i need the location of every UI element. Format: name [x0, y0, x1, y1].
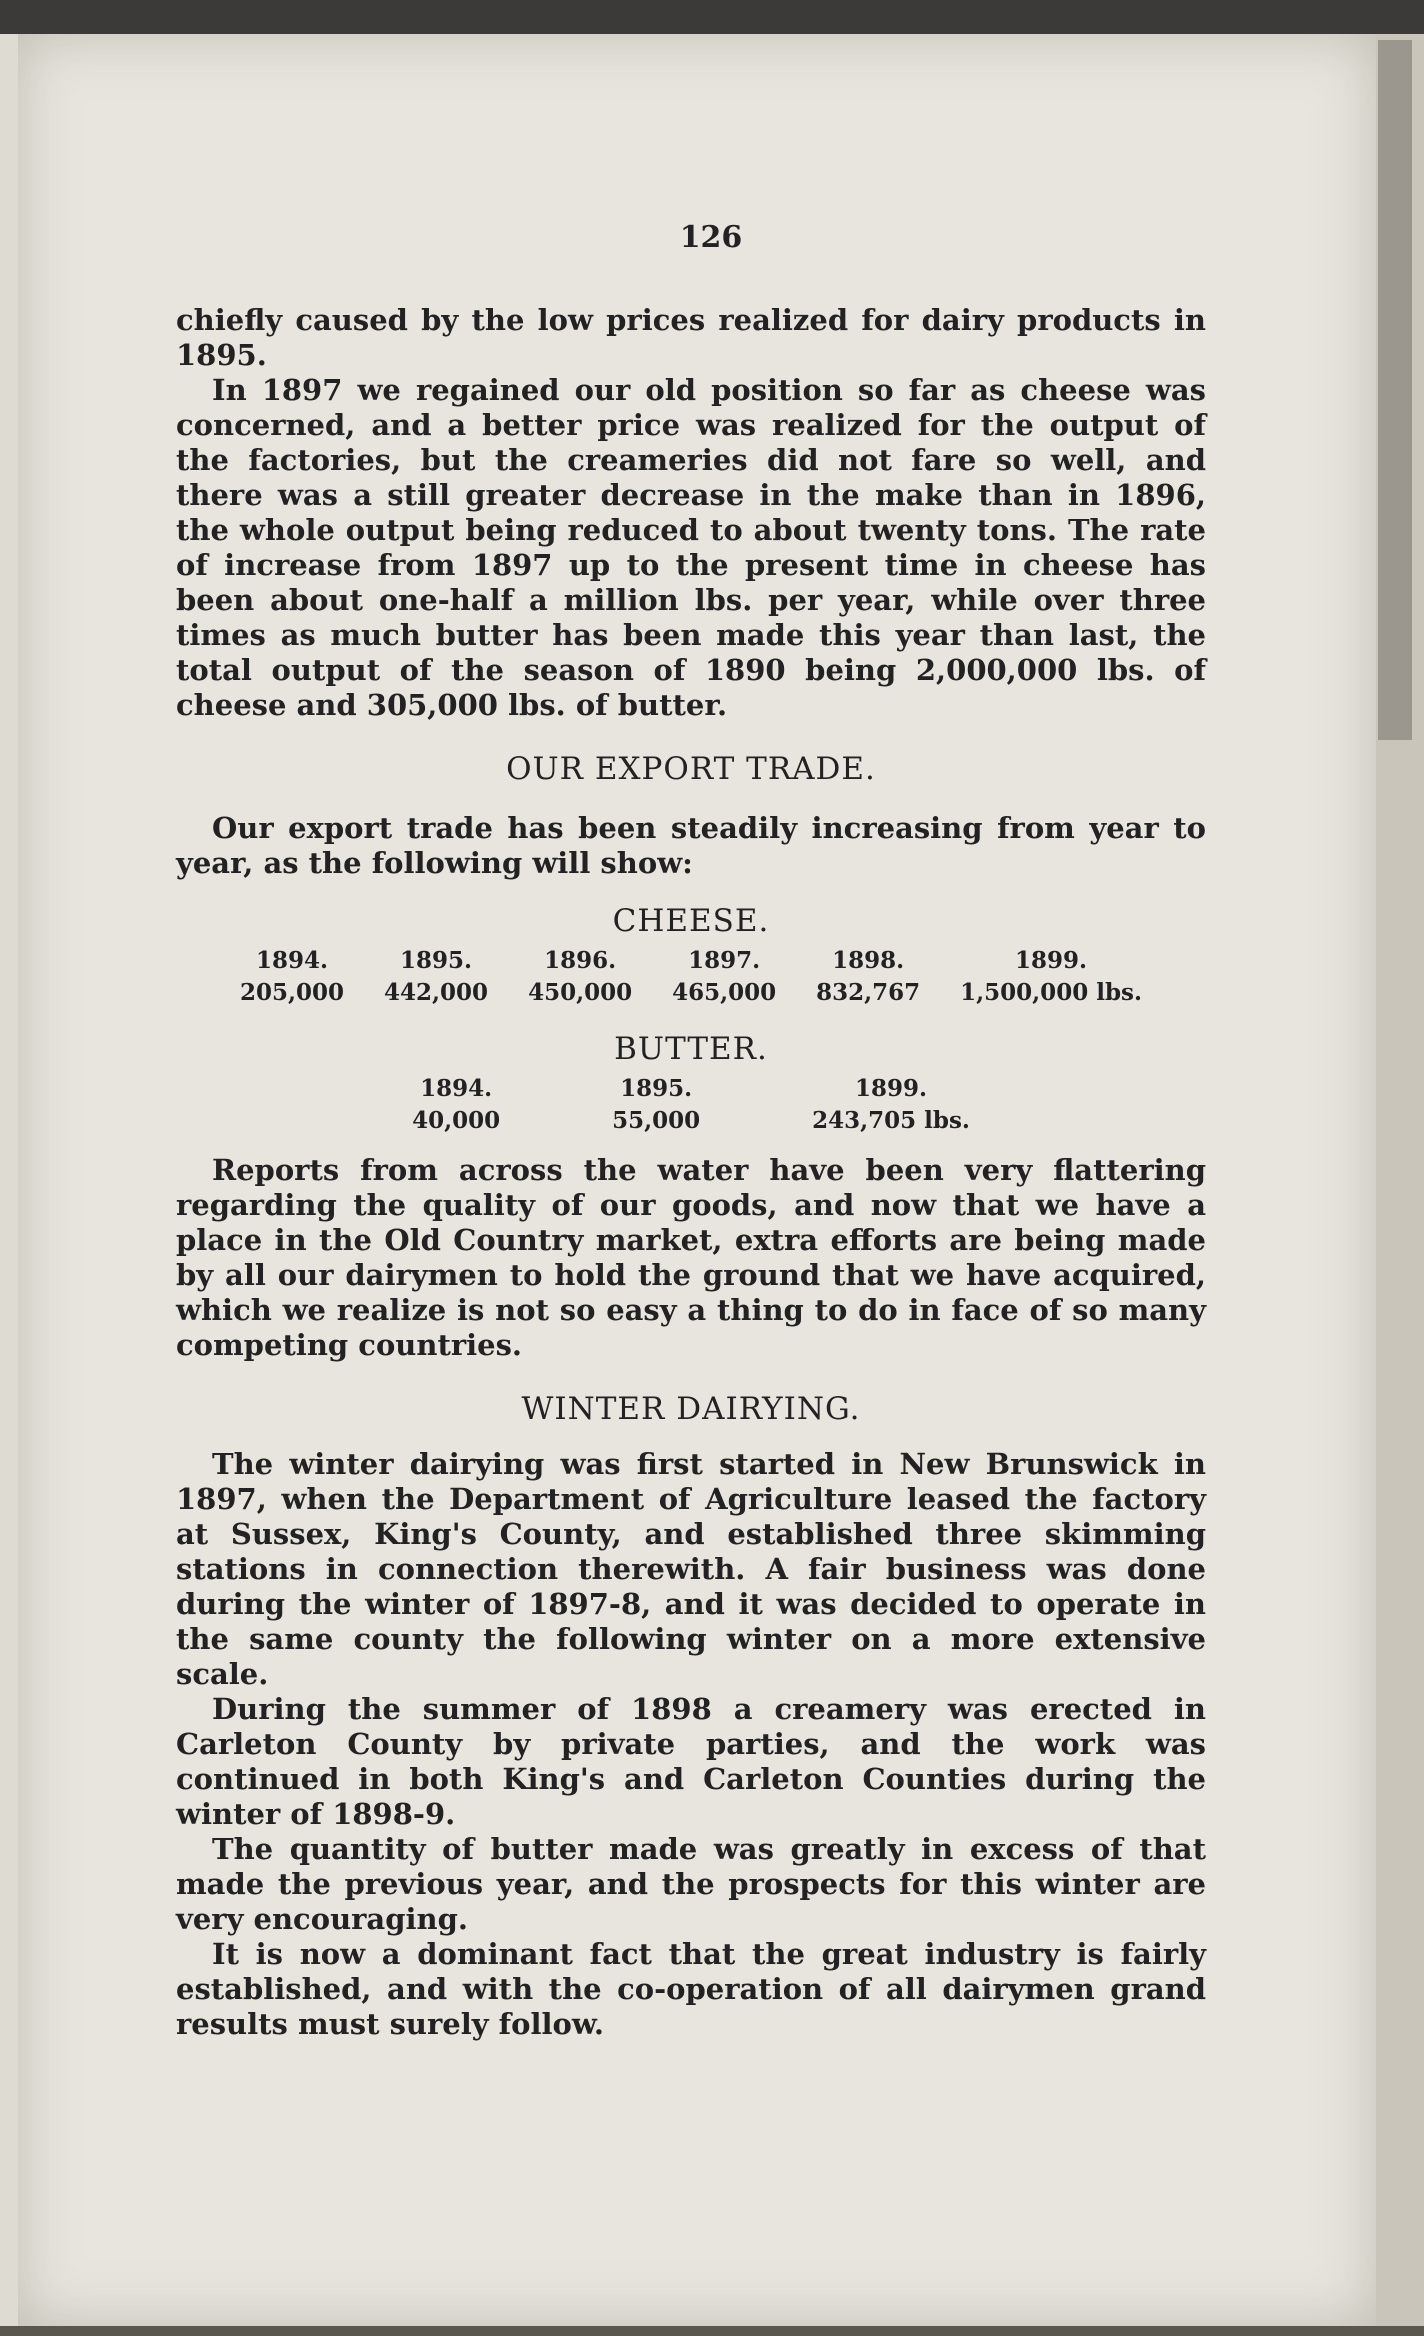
cheese-year: 1899.	[1015, 947, 1088, 974]
butter-year: 1899.	[855, 1075, 928, 1102]
butter-years-row	[356, 1073, 1026, 1105]
binding-strip	[1378, 40, 1412, 740]
paragraph-winter-2: During the summer of 1898 a creamery was erected in Carleton County by private parties, and the work was continued in both King's and Carleton Counties during the winter of 1898-9.	[176, 1692, 1206, 1831]
cheese-table	[220, 945, 1162, 1009]
cheese-year: 1896.	[544, 947, 617, 974]
cheese-year: 1894.	[256, 947, 329, 974]
butter-value: 40,000	[412, 1107, 501, 1134]
scan-bottom-border	[0, 2326, 1424, 2336]
cheese-value: 1,500,000 lbs.	[960, 979, 1142, 1006]
paragraph-winter-4: It is now a dominant fact that the great industry is fairly established, and with the co-operation of all dairymen grand results must surely follow.	[176, 1937, 1206, 2041]
butter-heading: BUTTER.	[614, 1031, 768, 1067]
butter-table	[356, 1073, 1026, 1137]
cheese-value: 832,767	[816, 979, 921, 1006]
butter-year: 1894.	[420, 1075, 493, 1102]
cheese-year: 1895.	[400, 947, 473, 974]
paragraph-winter-1: The winter dairying was first started in New Brunswick in 1897, when the Department of Agriculture leased the factory at Sussex, King's County, and established three skimming stations in connection therewith. A fair business was done during the winter of 1897-8, and it was decided to operate in the same county the following winter on a more extensive scale.	[176, 1447, 1206, 1691]
cheese-value: 450,000	[528, 979, 633, 1006]
paragraph-winter-3: The quantity of butter made was greatly in excess of that made the previous year, and the prospects for this winter are very encouraging.	[176, 1832, 1206, 1936]
cheese-values-row	[220, 977, 1162, 1009]
cheese-year: 1898.	[832, 947, 905, 974]
cheese-year: 1897.	[688, 947, 761, 974]
cheese-years-row	[220, 945, 1162, 977]
cheese-value: 205,000	[240, 979, 345, 1006]
butter-year: 1895.	[620, 1075, 693, 1102]
cheese-value: 442,000	[384, 979, 489, 1006]
page-text	[176, 220, 1206, 2042]
butter-values-row	[356, 1105, 1026, 1137]
winter-heading: WINTER DAIRYING.	[521, 1391, 861, 1427]
paragraph-1897: In 1897 we regained our old position so far as cheese was concerned, and a better price was realized for the output of the factories, but the creameries did not fare so well, and there was a still greater decrease in the make than in 1896, the whole output being reduced to about twenty tons. The rate of increase from 1897 up to the present time in cheese has been about one-half a million lbs. per year, while over three times as much butter has been made this year than last, the total output of the season of 1890 being 2,000,000 lbs. of cheese and 305,000 lbs. of butter.	[176, 373, 1206, 722]
cheese-heading: CHEESE.	[612, 903, 770, 939]
export-intro: Our export trade has been steadily increasing from year to year, as the following will show:	[176, 811, 1206, 880]
page-number: 126	[679, 220, 743, 255]
scan-top-border	[0, 0, 1424, 34]
butter-value: 55,000	[612, 1107, 701, 1134]
paragraph-intro: chiefly caused by the low prices realized for dairy products in 1895.	[176, 303, 1206, 372]
butter-value: 243,705 lbs.	[812, 1107, 970, 1134]
paragraph-reports: Reports from across the water have been very flattering regarding the quality of our goods, and now that we have a place in the Old Country market, extra efforts are being made by all our dairymen to hold the ground that we have acquired, which we realize is not so easy a thing to do in face of so many competing countries.	[176, 1153, 1206, 1362]
cheese-value: 465,000	[672, 979, 777, 1006]
export-heading: OUR EXPORT TRADE.	[506, 751, 876, 787]
